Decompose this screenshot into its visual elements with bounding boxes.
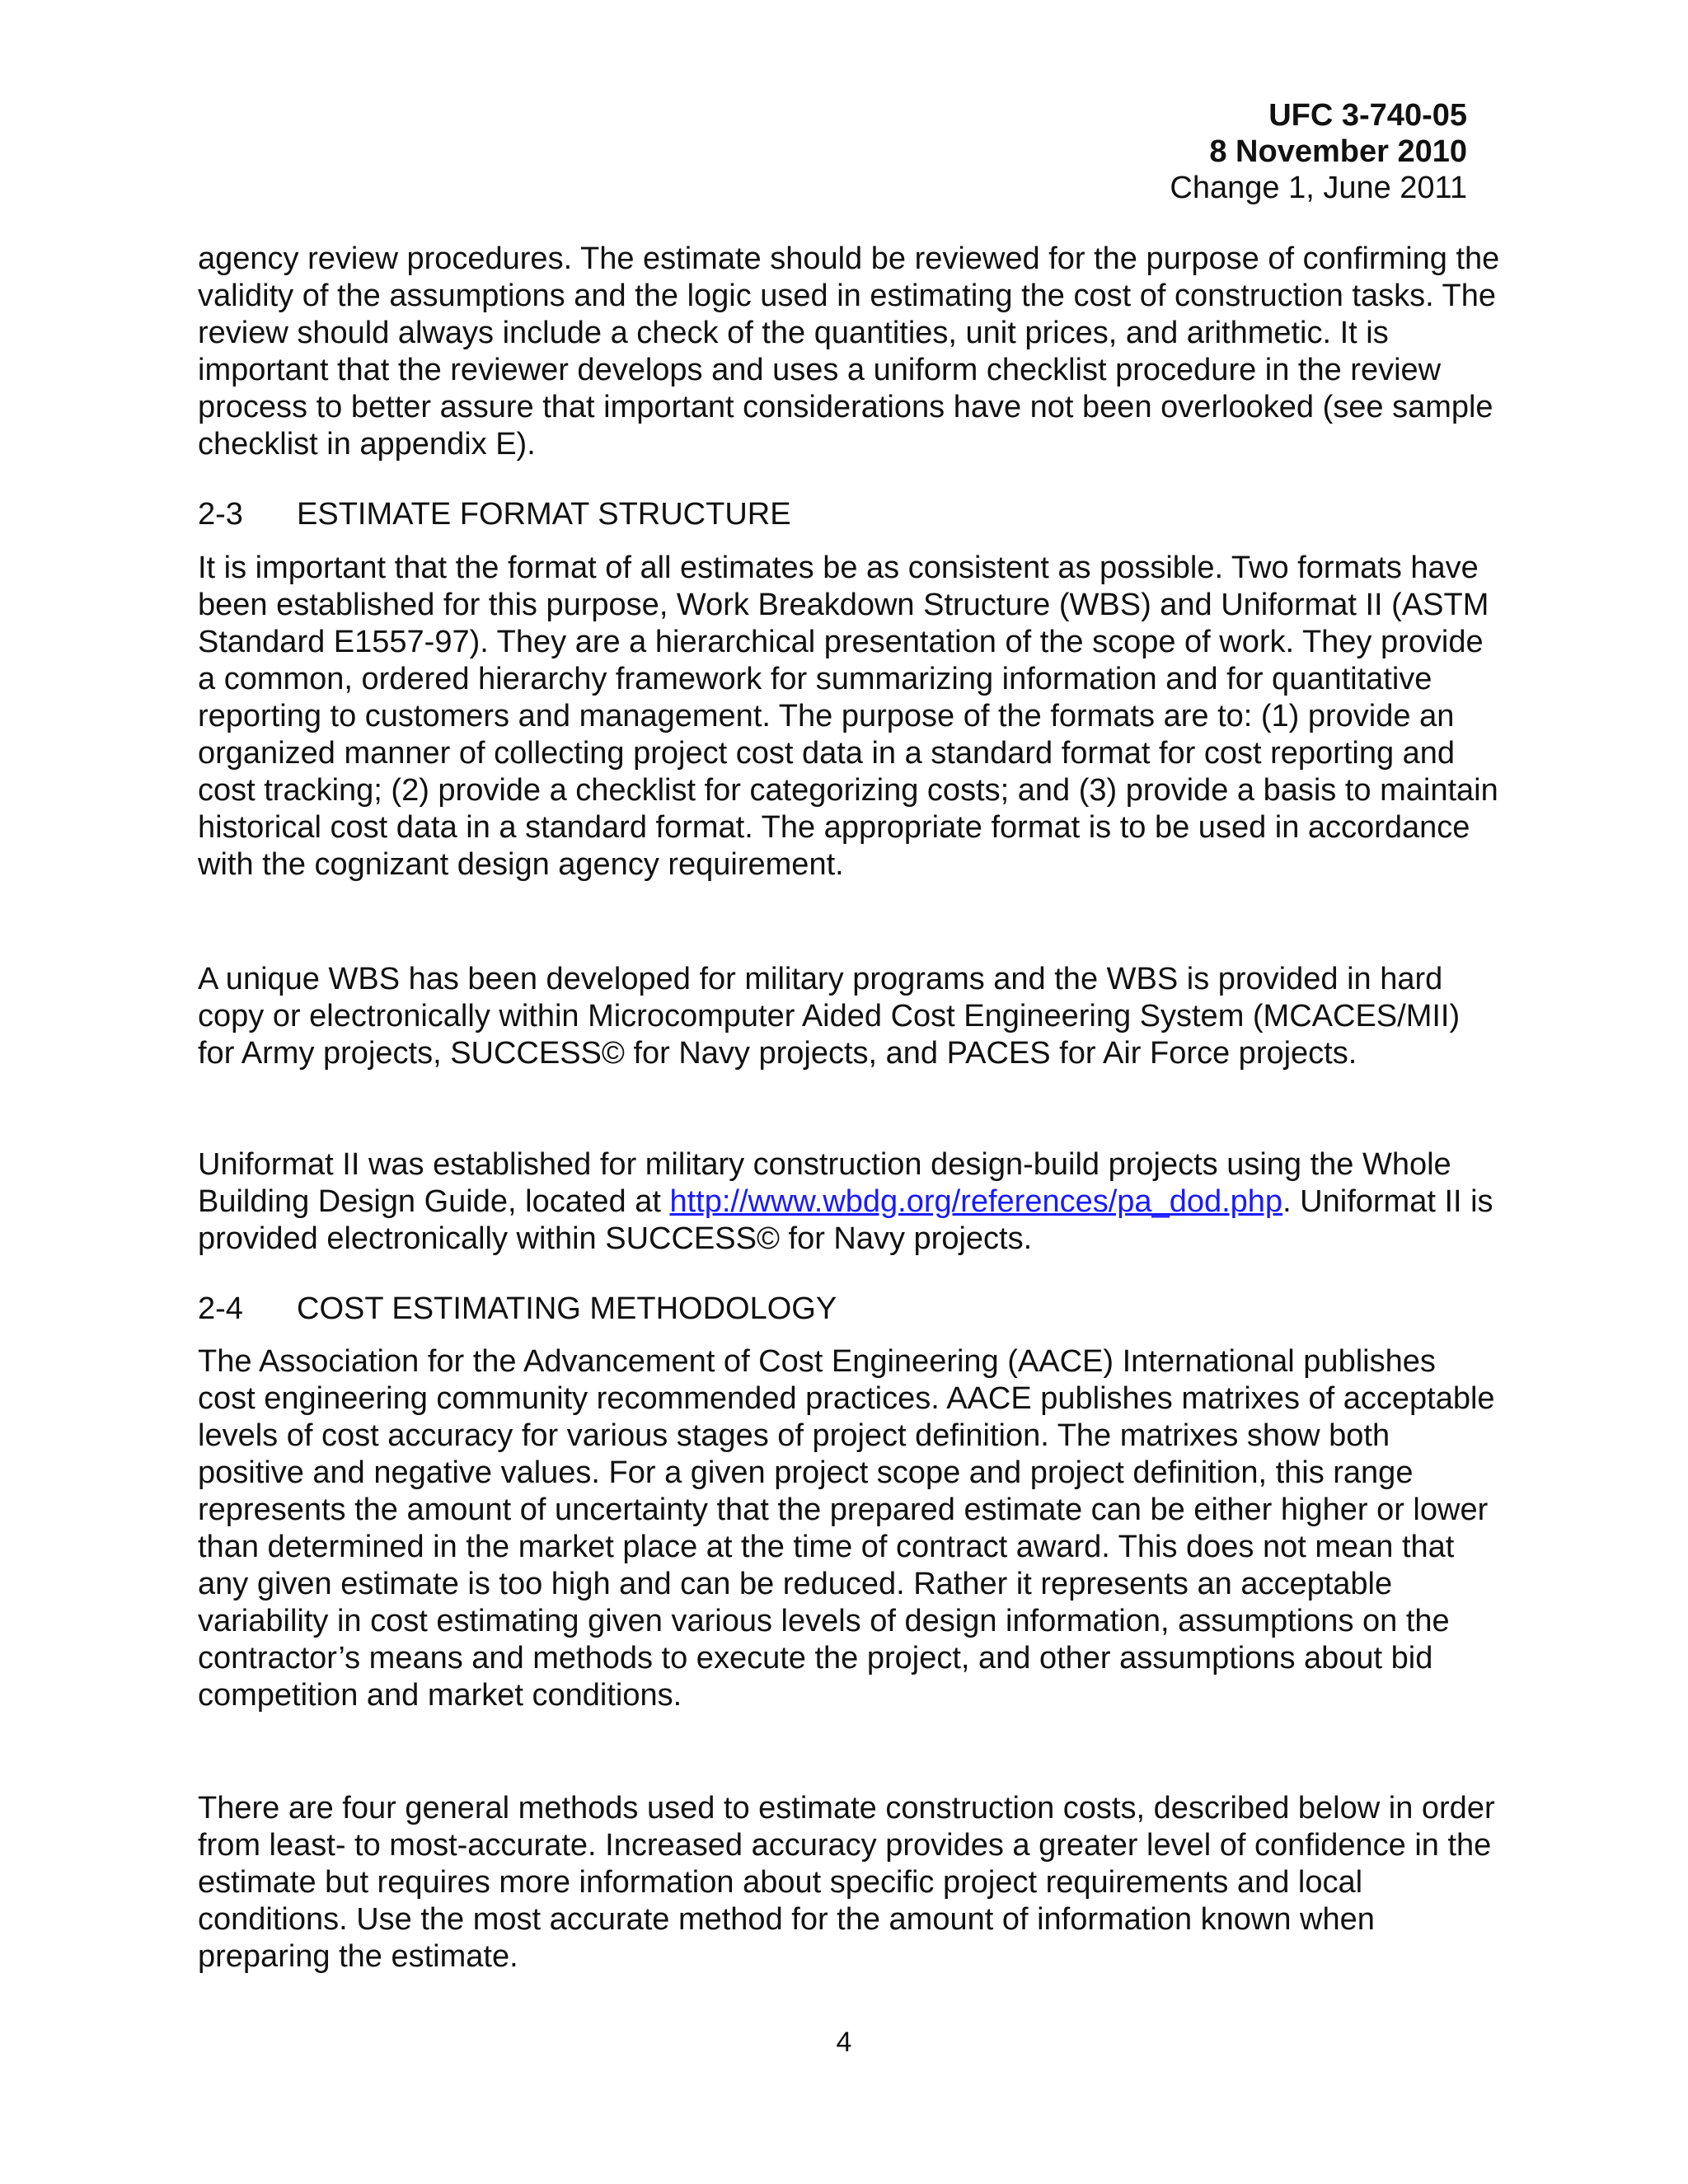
wbdg-link[interactable]: http://www.wbdg.org/references/pa_dod.php	[669, 1184, 1283, 1219]
section-2-4-number: 2-4	[198, 1291, 243, 1326]
document-date: 8 November 2010	[1209, 134, 1467, 169]
section-2-3-paragraph-2-block	[198, 961, 1500, 1072]
section-2-3-title: ESTIMATE FORMAT STRUCTURE	[297, 497, 791, 532]
uniformat-text-after-link: . Uniformat II is provided electronically within SUCCESS© for Navy projects.	[198, 1184, 1493, 1256]
section-2-4-paragraph-2: There are four general methods used to estimate construction costs, described below in order from least- to most-accurate. Increased accuracy provides a greater level of confidence in the estimate but requires more information about specific project requirements and local conditions. Use the most accurate method for the amount of information known when preparing the estimate.	[198, 1791, 1495, 1974]
section-2-4-paragraph-1-block	[198, 1343, 1500, 1714]
page-number: 4	[836, 2027, 852, 2058]
section-2-4-paragraph-1: The Association for the Advancement of Cost Engineering (AACE) International publishes cost engineering community recommended practices. AACE publishes matrixes of acceptable levels of cost accuracy for various stages of project definition. The matrixes show both positive and negative values. For a given project scope and project definition, this range represents the amount of uncertainty that the prepared estimate can be either higher or lower than determined in the market place at the time of contract award. This does not mean that any given estimate is too high and can be reduced. Rather it represents an acceptable variability in cost estimating given various levels of design information, assumptions on the contractor’s means and methods to execute the project, and other assumptions about bid competition and market conditions.	[198, 1344, 1495, 1713]
section-2-3-number: 2-3	[198, 497, 243, 532]
section-2-3-heading	[198, 496, 791, 533]
section-2-3-paragraph-1-block	[198, 550, 1500, 883]
section-2-3-paragraph-1: It is important that the format of all estimates be as consistent as possible. Two formats have been established for this purpose, Work Breakdown Structure (WBS) and Uniformat II (ASTM Standard E1557-97). They are a hierarchical presentation of the scope of work. They provide a common, ordered hierarchy framework for summarizing information and for quantitative reporting to customers and management. The purpose of the formats are to: (1) provide an organized manner of collecting project cost data in a standard format for cost reporting and cost tracking; (2) provide a checklist for categorizing costs; and (3) provide a basis to maintain historical cost data in a standard format. The appropriate format is to be used in accordance with the cognizant design agency requirement.	[198, 551, 1498, 882]
intro-paragraph: agency review procedures. The estimate should be reviewed for the purpose of confirming the validity of the assumptions and the logic used in estimating the cost of construction tasks. The review should always include a check of the quantities, unit prices, and arithmetic. It is important that the reviewer develops and uses a uniform checklist procedure in the review process to better assure that important considerations have not been overlooked (see sample checklist in appendix E).	[198, 241, 1500, 462]
section-2-3-paragraph-3-block	[198, 1146, 1500, 1258]
uniformat-text-before-link: Uniformat II was established for military construction design-build projects using the Whole Building Design Guide, located at	[198, 1147, 1451, 1219]
section-2-4-heading	[198, 1291, 837, 1328]
section-2-3-paragraph-2: A unique WBS has been developed for military programs and the WBS is provided in hard copy or electronically within Microcomputer Aided Cost Engineering System (MCACES/MII) for Army projects, SUCCESS© for Navy projects, and PACES for Air Force projects.	[198, 962, 1461, 1071]
document-header	[1170, 97, 1467, 206]
intro-paragraph-block	[198, 241, 1500, 463]
section-2-4-title: COST ESTIMATING METHODOLOGY	[297, 1291, 837, 1326]
section-2-4-paragraph-2-block	[198, 1790, 1500, 1975]
document-change: Change 1, June 2011	[1170, 171, 1467, 205]
document-id: UFC 3-740-05	[1268, 98, 1467, 133]
section-2-3-paragraph-3	[198, 1146, 1500, 1258]
